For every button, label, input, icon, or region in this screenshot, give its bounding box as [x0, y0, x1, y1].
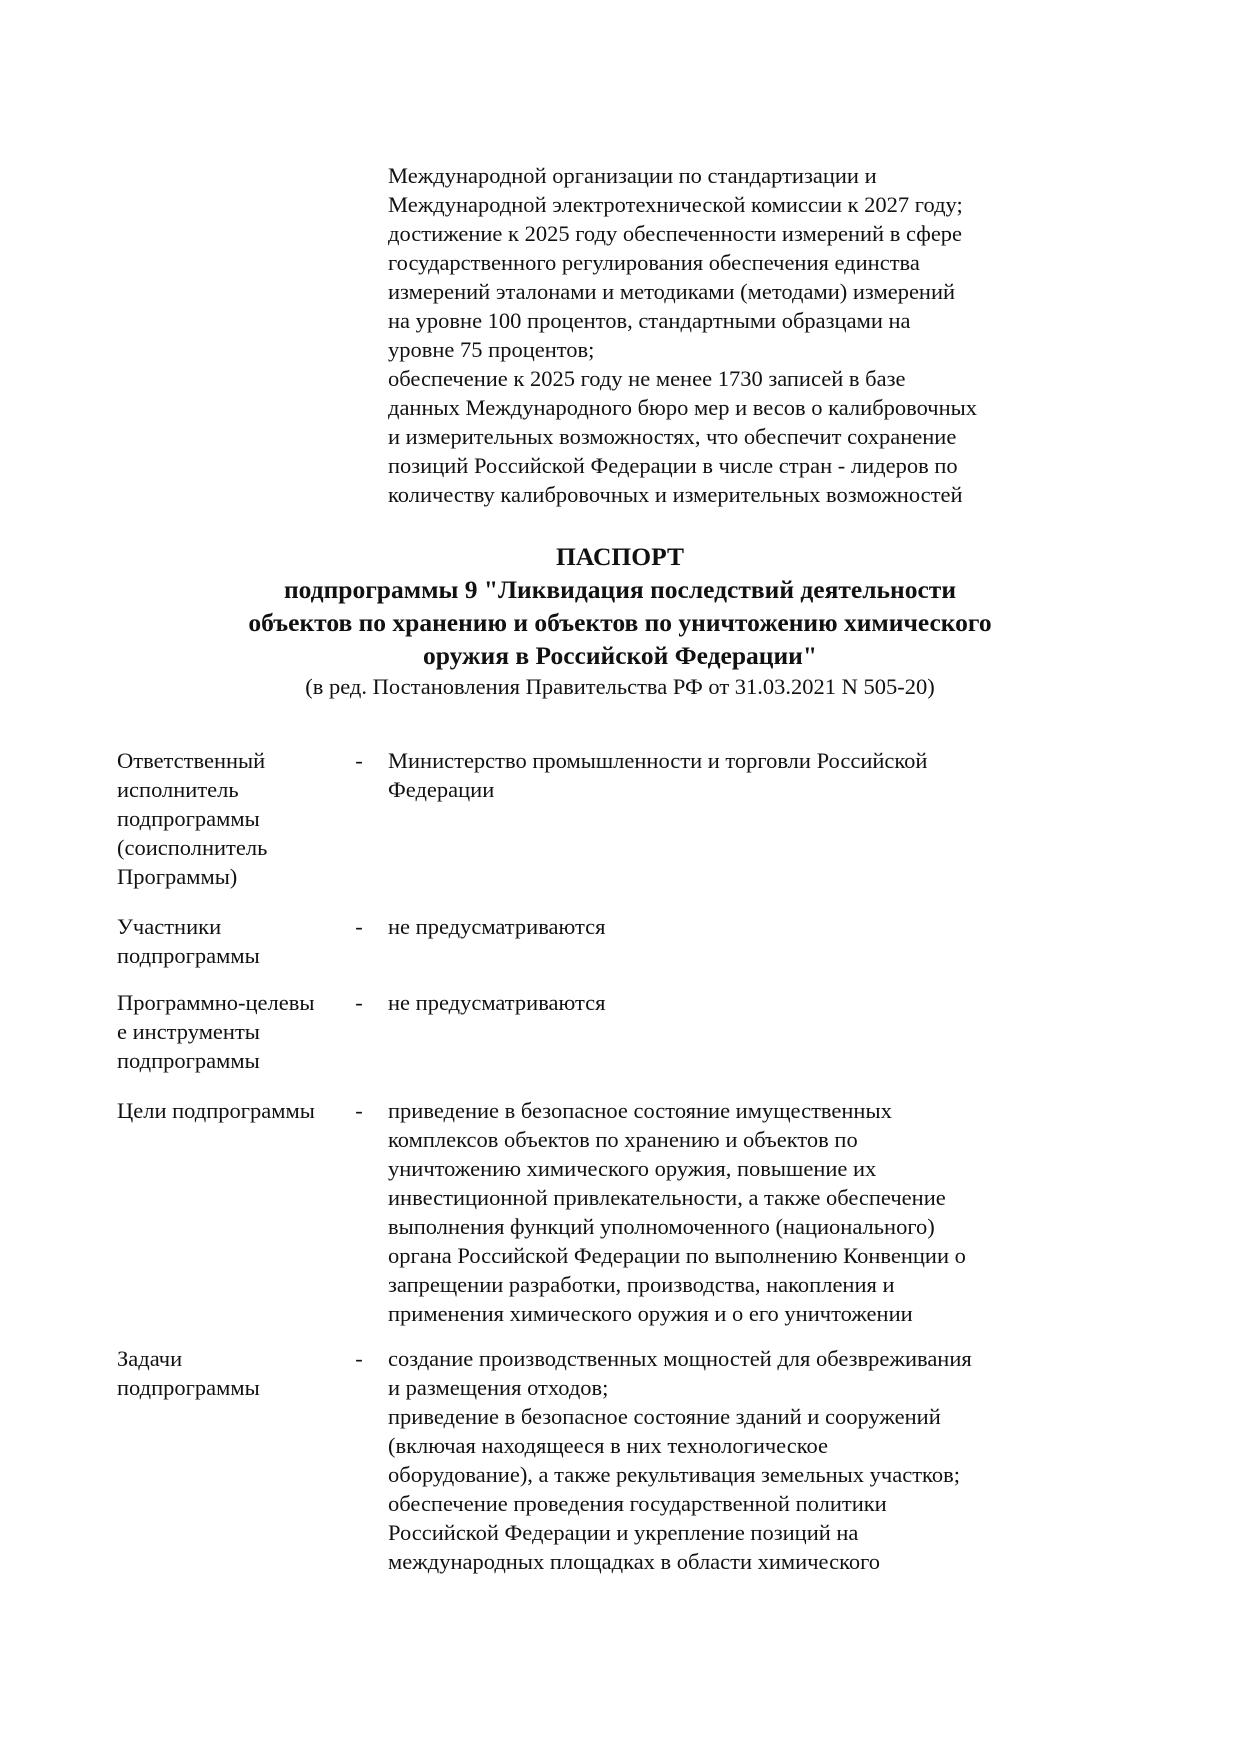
value-line: органа Российской Федерации по выполнению Конвенции о [388, 1243, 966, 1268]
intro-line: измерений эталонами и методиками (методами) измерений [388, 279, 956, 304]
value-line: выполнения функций уполномоченного (национального) [388, 1214, 935, 1239]
value-line: создание производственных мощностей для обезвреживания [388, 1346, 972, 1371]
intro-line: государственного регулирования обеспечения единства [388, 250, 920, 275]
row-dash: - [355, 914, 363, 939]
value-line: Федерации [388, 777, 495, 802]
intro-line: Международной организации по стандартизации и [388, 163, 877, 188]
intro-line: и измерительных возможностях, что обеспечит сохранение [388, 424, 957, 449]
row-value [388, 746, 1108, 804]
intro-line: Международной электротехнической комиссии к 2027 году; [388, 192, 963, 217]
value-line: комплексов объектов по хранению и объектов по [388, 1127, 858, 1152]
value-line: приведение в безопасное состояние имущественных [388, 1098, 892, 1123]
row-dash: - [355, 990, 363, 1015]
subprogram-title-line: оружия в Российской Федерации" [423, 641, 817, 670]
label-line: Ответственный [117, 748, 266, 773]
value-line: не предусматриваются [388, 990, 606, 1015]
label-line: подпрограммы [117, 943, 260, 968]
label-line: подпрограммы [117, 1375, 260, 1400]
value-line: оборудование), а также рекультивация земельных участков; [388, 1462, 960, 1487]
passport-title-block [0, 540, 1240, 701]
intro-line: количеству калибровочных и измерительных возможностей [388, 482, 963, 507]
intro-paragraph [388, 161, 1108, 509]
row-label [117, 912, 342, 970]
edition-note: (в ред. Постановления Правительства РФ от 31.03.2021 N 505-20) [305, 674, 935, 699]
label-line: Программно-целевы [117, 990, 315, 1015]
value-line: не предусматриваются [388, 914, 606, 939]
label-line: Программы) [117, 864, 238, 889]
label-line: подпрограммы [117, 1048, 260, 1073]
label-line: подпрограммы [117, 806, 260, 831]
subprogram-title-line: объектов по хранению и объектов по уничтожению химического [248, 608, 992, 637]
row-value [388, 912, 1108, 941]
value-line: запрещении разработки, производства, накопления и [388, 1272, 895, 1297]
intro-line: уровне 75 процентов; [388, 337, 595, 362]
intro-line: данных Международного бюро мер и весов о калибровочных [388, 395, 978, 420]
intro-line: позиций Российской Федерации в числе стран - лидеров по [388, 453, 958, 478]
label-line: Цели подпрограммы [117, 1098, 315, 1123]
intro-line: на уровне 100 процентов, стандартными образцами на [388, 308, 911, 333]
value-line: обеспечение проведения государственной политики [388, 1491, 887, 1516]
row-value [388, 1344, 1108, 1576]
subprogram-title-line: подпрограммы 9 "Ликвидация последствий деятельности [283, 575, 957, 604]
value-line: инвестиционной привлекательности, а также обеспечение [388, 1185, 946, 1210]
value-line: уничтожению химического оружия, повышение их [388, 1156, 877, 1181]
label-line: Задачи [117, 1346, 183, 1371]
label-line: Участники [117, 914, 222, 939]
value-line: применения химического оружия и о его уничтожении [388, 1301, 913, 1326]
row-label [117, 1344, 342, 1402]
intro-line: достижение к 2025 году обеспеченности измерений в сфере [388, 221, 963, 246]
value-line: международных площадках в области химического [388, 1549, 881, 1574]
label-line: исполнитель [117, 777, 239, 802]
row-dash: - [355, 1098, 363, 1123]
value-line: Российской Федерации и укрепление позиций на [388, 1520, 859, 1545]
row-value [388, 1096, 1108, 1328]
intro-line: обеспечение к 2025 году не менее 1730 записей в базе [388, 366, 906, 391]
label-line: (соисполнитель [117, 835, 268, 860]
row-label [117, 1096, 342, 1125]
row-label [117, 988, 342, 1075]
value-line: (включая находящееся в них технологическое [388, 1433, 829, 1458]
passport-heading: ПАСПОРТ [556, 542, 684, 571]
value-line: и размещения отходов; [388, 1375, 609, 1400]
row-label [117, 746, 342, 891]
value-line: Министерство промышленности и торговли Российской [388, 748, 928, 773]
row-dash: - [355, 1346, 363, 1371]
value-line: приведение в безопасное состояние зданий и сооружений [388, 1404, 941, 1429]
row-dash: - [355, 748, 363, 773]
row-value [388, 988, 1108, 1017]
label-line: е инструменты [117, 1019, 260, 1044]
